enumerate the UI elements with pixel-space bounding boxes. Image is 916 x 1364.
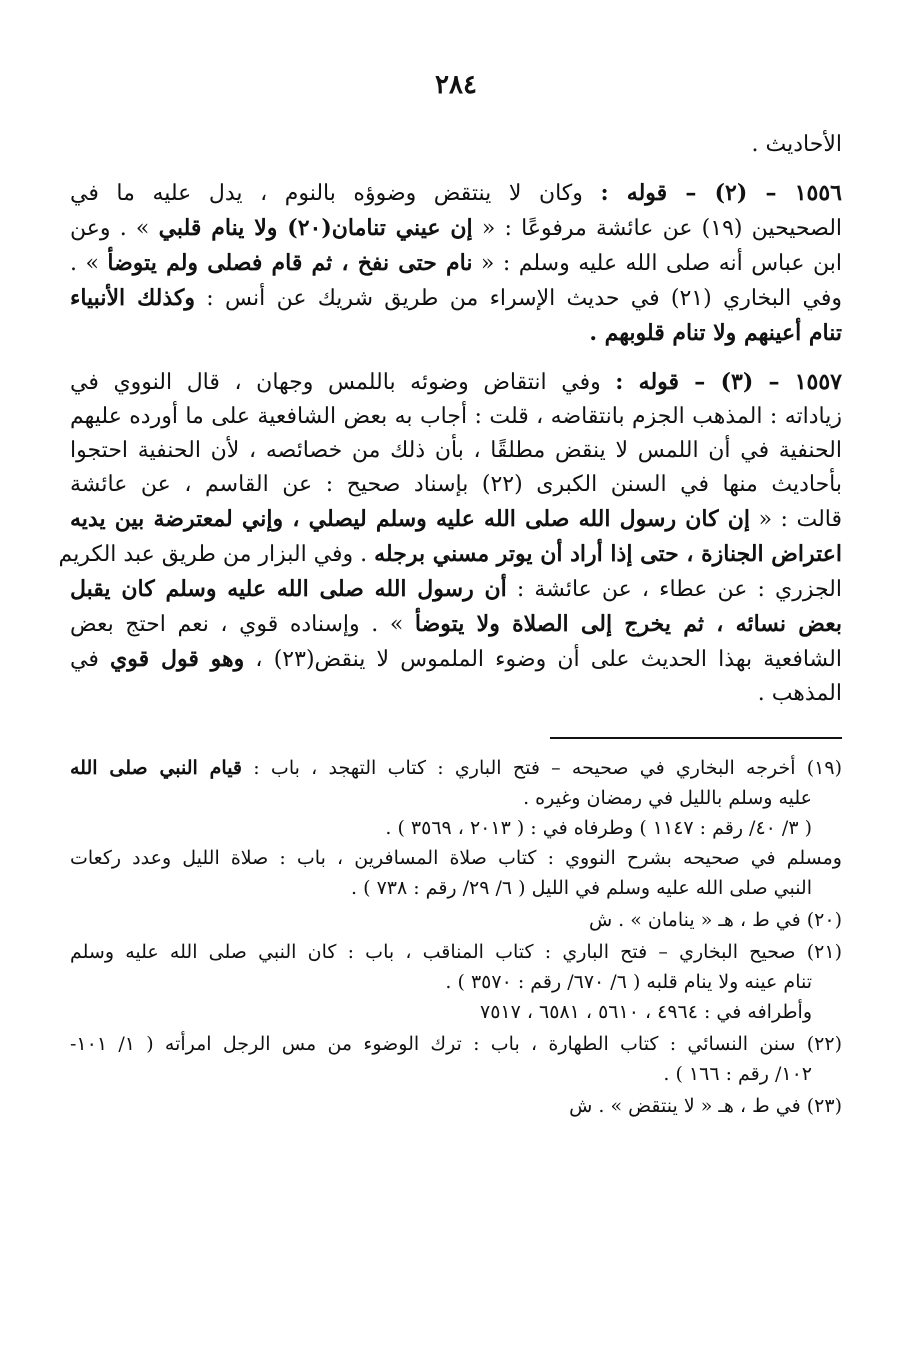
- text-line: [70, 316, 842, 351]
- footnote-line: عليه وسلم بالليل في رمضان وغيره .: [523, 787, 812, 809]
- text-line: وفي البخاري (٢١) في حديث الإسراء من طريق شريك عن أنس : وكذلك الأنبياء: [70, 285, 842, 311]
- footnote-23: [70, 1091, 842, 1121]
- hadith-quote: اعتراض الجنازة ، حتى إذا أراد أن يوتر مسني برجله: [374, 541, 842, 567]
- text-line: ابن عباس أنه صلى الله عليه وسلم : « نام حتى نفخ ، ثم قام فصلى ولم يتوضأ » .: [70, 250, 842, 276]
- text-line: الشافعية بهذا الحديث على أن وضوء الملموس لا ينقض(٢٣) ، وهو قول قوي في: [70, 646, 842, 672]
- text-line: بعض نسائه ، ثم يخرج إلى الصلاة ولا يتوضأ » . وإسناده قوي ، نعم احتج بعض: [70, 611, 842, 637]
- hadith-quote: إن عيني تنامان(٢٠) ولا ينام قلبي: [158, 215, 473, 241]
- footnote-line: (٢٠) في ط ، هـ « ينامان » . ش: [588, 909, 842, 931]
- footnote-line: (٢٢) سنن النسائي : كتاب الطهارة ، باب : ترك الوضوء من مس الرجل امرأته ( ١/ ١٠١-: [70, 1033, 842, 1055]
- text-line: ١٥٥٧ – (٣) – قوله : وفي انتقاض وضوئه باللمس وجهان ، قال النووي في: [70, 369, 842, 395]
- footnote-divider: [550, 737, 842, 739]
- footnote-line: وأطرافه في : ٤٩٦٤ ، ٥٦١٠ ، ٦٥٨١ ، ٧٥١٧: [479, 1001, 812, 1023]
- paragraph-1557: [58, 365, 843, 711]
- page-number: ٢٨٤: [435, 70, 477, 100]
- hadith-quote: إن كان رسول الله صلى الله عليه وسلم ليصلي ، وإني لمعترضة بين يديه: [70, 506, 751, 532]
- text-line: ١٥٥٦ – (٢) – قوله : وكان لا ينتقض وضوؤه بالنوم ، يدل عليه ما في: [70, 180, 842, 206]
- footnote-line: (١٩) أخرجه البخاري في صحيحه – فتح الباري : كتاب التهجد ، باب : قيام النبي صلى الله: [70, 757, 842, 779]
- footnote-line: تنام عينه ولا ينام قلبه ( ٦/ ٦٧٠/ رقم : ٣٥٧٠ ) .: [445, 971, 812, 993]
- footnote-line: ومسلم في صحيحه بشرح النووي : كتاب صلاة المسافرين ، باب : صلاة الليل وعدد ركعات: [70, 847, 842, 869]
- footnote-20: [70, 905, 842, 935]
- text-line: الصحيحين (١٩) عن عائشة مرفوعًا : « إن عيني تنامان(٢٠) ولا ينام قلبي » . وعن: [70, 215, 843, 241]
- footnote-21: [70, 937, 842, 1027]
- text-line: الحنفية في أن اللمس لا ينقض مطلقًا ، بأن ذلك من خصائصه ، لأن الحنفية احتجوا: [70, 438, 842, 463]
- paragraph-1556: [70, 176, 842, 351]
- text-line: زياداته : المذهب الجزم بانتقاضه ، قلت : أجاب به بعض الشافعية على ما أورده عليهم: [70, 404, 842, 429]
- footnote-22: [70, 1029, 842, 1089]
- hadith-quote: وكذلك الأنبياء: [70, 285, 195, 311]
- hadith-quote: بعض نسائه ، ثم يخرج إلى الصلاة ولا يتوضأ: [414, 611, 842, 637]
- entry-number: ١٥٥٧ – (٣) – قوله :: [615, 369, 842, 395]
- footnote-line: النبي صلى الله عليه وسلم في الليل ( ٦/ ٢٩/ رقم : ٧٣٨ ) .: [351, 877, 812, 899]
- text-line: اعتراض الجنازة ، حتى إذا أراد أن يوتر مسني برجله . وفي البزار من طريق عبد الكريم: [58, 541, 842, 567]
- footnote-line: (٢١) صحيح البخاري – فتح الباري : كتاب المناقب ، باب : كان النبي صلى الله عليه وسلم: [70, 941, 842, 963]
- emphasis: وهو قول قوي: [110, 646, 245, 672]
- book-page: [58, 70, 843, 1123]
- text-line: قالت : « إن كان رسول الله صلى الله عليه وسلم ليصلي ، وإني لمعترضة بين يديه: [70, 506, 842, 532]
- entry-number: ١٥٥٦ – (٢) – قوله :: [600, 180, 842, 206]
- text-line: الأحاديث .: [751, 132, 842, 157]
- footnotes: [70, 753, 842, 1121]
- text-line: المذهب .: [757, 681, 842, 706]
- hadith-quote: تنام أعينهم ولا تنام قلوبهم .: [589, 320, 842, 346]
- footnote-line: ١٠٢/ رقم : ١٦٦ ) .: [663, 1063, 812, 1085]
- text-line: بأحاديث منها في السنن الكبرى (٢٢) بإسناد صحيح : عن القاسم ، عن عائشة: [70, 472, 843, 497]
- footnote-19: [70, 753, 842, 903]
- opening-line: [70, 128, 842, 162]
- footnote-line: ( ٣/ ٤٠/ رقم : ١١٤٧ ) وطرفاه في : ( ٢٠١٣ ، ٣٥٦٩ ) .: [385, 817, 812, 839]
- hadith-quote: نام حتى نفخ ، ثم قام فصلى ولم يتوضأ: [107, 250, 473, 276]
- text-line: الجزري : عن عطاء ، عن عائشة : أن رسول الله صلى الله عليه وسلم كان يقبل: [70, 576, 842, 602]
- hadith-quote: أن رسول الله صلى الله عليه وسلم كان يقبل: [70, 576, 507, 602]
- footnote-line: (٢٣) في ط ، هـ « لا ينتقض » . ش: [569, 1095, 842, 1117]
